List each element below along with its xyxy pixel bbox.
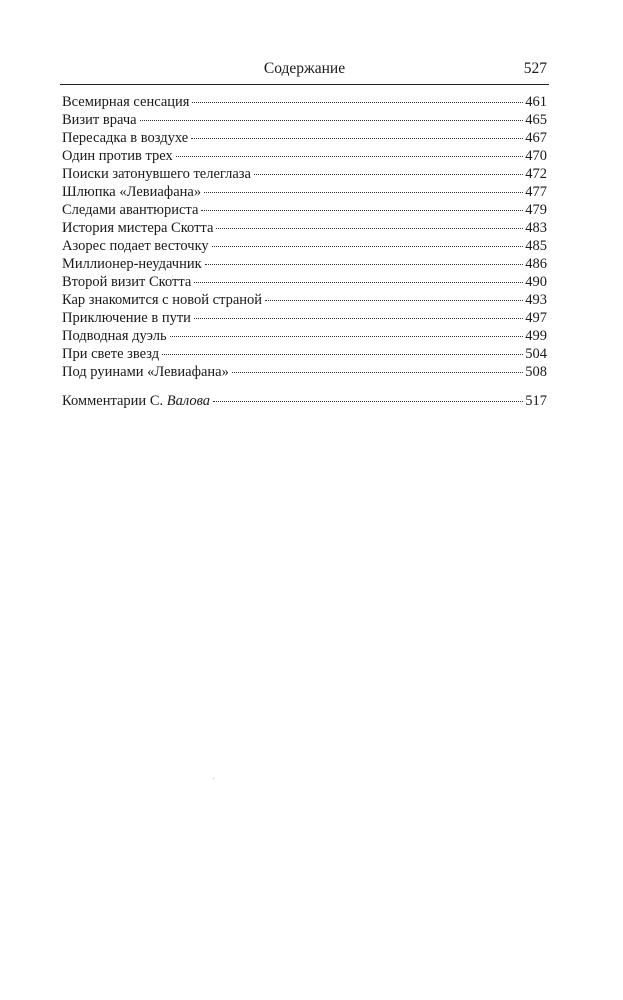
toc-entry-page: 477	[525, 184, 547, 200]
toc-entry-page: 493	[525, 292, 547, 308]
toc-entry-title: Приключение в пути	[62, 310, 191, 326]
toc-entry-title: Один против трех	[62, 148, 173, 164]
toc-entry	[62, 309, 547, 327]
dot-leader	[176, 156, 524, 157]
table-of-contents	[62, 93, 547, 410]
toc-entry	[62, 93, 547, 111]
dot-leader	[254, 174, 523, 175]
dot-leader	[191, 138, 523, 139]
toc-entry-page: 465	[525, 112, 547, 128]
toc-entry	[62, 165, 547, 183]
dot-leader	[162, 354, 523, 355]
toc-entry	[62, 273, 547, 291]
running-title: Содержание	[263, 60, 346, 77]
commentary-author: Валова	[166, 393, 211, 409]
toc-entry	[62, 147, 547, 165]
dot-leader	[194, 318, 523, 319]
toc-entry-title: При свете звезд	[62, 346, 160, 362]
toc-entry	[62, 363, 547, 381]
dot-leader	[216, 228, 523, 229]
toc-entry-title: Под руинами «Левиафана»	[62, 364, 229, 380]
toc-entry	[62, 327, 547, 345]
toc-entry-page: 499	[525, 328, 547, 344]
dot-leader	[192, 102, 523, 103]
toc-entry-title: Следами авантюриста	[62, 202, 199, 218]
toc-entry-page: 485	[525, 238, 547, 254]
toc-entry-page: 486	[525, 256, 547, 272]
toc-entry	[62, 219, 547, 237]
toc-entry-title: История мистера Скотта	[62, 220, 214, 236]
toc-entry-page: 490	[525, 274, 547, 290]
toc-entry-page: 517	[525, 393, 547, 409]
toc-entry-title: Азорес подает весточку	[62, 238, 209, 254]
toc-entry-page: 472	[525, 166, 547, 182]
toc-entry-title	[62, 392, 210, 410]
dot-leader	[205, 264, 524, 265]
dot-leader	[265, 300, 523, 301]
toc-entry	[62, 255, 547, 273]
toc-entry-title: Миллионер-неудачник	[62, 256, 202, 272]
toc-entry-title: Шлюпка «Левиафана»	[62, 184, 202, 200]
toc-entry-page: 479	[525, 202, 547, 218]
dot-leader	[140, 120, 524, 121]
toc-entry	[62, 201, 547, 219]
toc-entry-title: Пересадка в воздухе	[62, 130, 189, 146]
toc-entry-page: 483	[525, 220, 547, 236]
dot-leader	[170, 336, 524, 337]
toc-entry-title: Второй визит Скотта	[62, 274, 192, 290]
commentary-prefix: Комментарии С.	[62, 393, 167, 409]
header-rule	[60, 84, 549, 85]
toc-entry	[62, 183, 547, 201]
dot-leader	[213, 401, 523, 402]
toc-entry-page: 461	[525, 94, 547, 110]
toc-entry	[62, 291, 547, 309]
toc-entry-page: 497	[525, 310, 547, 326]
toc-entry-title: Кар знакомится с новой страной	[62, 292, 263, 308]
toc-entry-title: Визит врача	[62, 112, 137, 128]
dot-leader	[232, 372, 523, 373]
dot-leader	[212, 246, 524, 247]
toc-entry	[62, 111, 547, 129]
dot-leader	[194, 282, 523, 283]
toc-entry-page: 504	[525, 346, 547, 362]
toc-entry	[62, 345, 547, 363]
page-number: 527	[523, 60, 547, 77]
toc-entry	[62, 237, 547, 255]
toc-entry-page: 508	[525, 364, 547, 380]
toc-entry-page: 470	[525, 148, 547, 164]
toc-entry-page: 467	[525, 130, 547, 146]
toc-entry-title: Всемирная сенсация	[62, 94, 190, 110]
toc-entry-title: Подводная дуэль	[62, 328, 167, 344]
toc-entry-title: Поиски затонувшего телеглаза	[62, 166, 251, 182]
paper-speck	[213, 778, 214, 779]
toc-entry	[62, 129, 547, 147]
running-head	[62, 60, 547, 82]
dot-leader	[201, 210, 523, 211]
toc-entry-commentary	[62, 392, 547, 410]
dot-leader	[204, 192, 523, 193]
